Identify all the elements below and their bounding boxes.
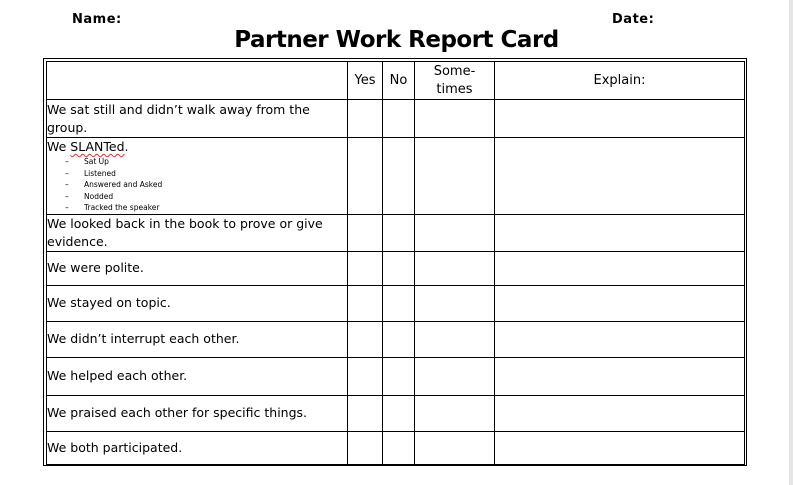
no-cell[interactable] xyxy=(383,431,415,464)
explain-cell[interactable] xyxy=(495,251,745,285)
explain-cell[interactable] xyxy=(495,321,745,357)
sometimes-cell[interactable] xyxy=(415,251,495,285)
sometimes-cell[interactable] xyxy=(415,321,495,357)
explain-cell[interactable] xyxy=(495,357,745,395)
sometimes-cell[interactable] xyxy=(415,285,495,321)
slanted-suffix: . xyxy=(124,139,129,154)
no-cell[interactable] xyxy=(383,395,415,431)
report-card-table xyxy=(46,61,745,465)
criterion-slanted xyxy=(47,138,348,215)
explain-cell[interactable] xyxy=(495,431,745,464)
slanted-prefix: We xyxy=(47,139,71,154)
yes-cell[interactable] xyxy=(348,431,383,464)
criteria-header xyxy=(47,62,348,100)
no-cell[interactable] xyxy=(383,321,415,357)
explain-cell[interactable] xyxy=(495,285,745,321)
sometimes-header xyxy=(415,62,495,100)
no-header: No xyxy=(383,62,415,100)
sometimes-header-line2: times xyxy=(436,81,473,97)
sometimes-cell[interactable] xyxy=(415,138,495,215)
yes-header: Yes xyxy=(348,62,383,100)
table-row xyxy=(47,285,745,321)
explain-header: Explain: xyxy=(495,62,745,100)
yes-cell[interactable] xyxy=(348,285,383,321)
yes-cell[interactable] xyxy=(348,251,383,285)
explain-cell[interactable] xyxy=(495,395,745,431)
no-cell[interactable] xyxy=(383,214,415,251)
table-row xyxy=(47,321,745,357)
sometimes-cell[interactable] xyxy=(415,357,495,395)
yes-cell[interactable] xyxy=(348,138,383,215)
criterion-on-topic: We stayed on topic. xyxy=(47,285,348,321)
no-cell[interactable] xyxy=(383,100,415,138)
list-item: – Listened xyxy=(47,168,347,180)
table-row xyxy=(47,214,745,251)
yes-cell[interactable] xyxy=(348,214,383,251)
table-row xyxy=(47,357,745,395)
no-cell[interactable] xyxy=(383,285,415,321)
table-row xyxy=(47,138,745,215)
explain-cell[interactable] xyxy=(495,214,745,251)
date-label: Date: xyxy=(612,12,655,27)
criterion-sat-still: We sat still and didn’t walk away from the group. xyxy=(47,100,348,138)
header-row xyxy=(47,62,745,100)
list-item: – Sat Up xyxy=(47,156,347,168)
criterion-praised: We praised each other for specific things. xyxy=(47,395,348,431)
window-edge xyxy=(789,0,793,485)
list-item: – Nodded xyxy=(47,191,347,203)
table-row xyxy=(47,100,745,138)
criterion-polite: We were polite. xyxy=(47,251,348,285)
yes-cell[interactable] xyxy=(348,100,383,138)
sometimes-header-line1: Some- xyxy=(433,63,476,79)
sometimes-cell[interactable] xyxy=(415,100,495,138)
table-row xyxy=(47,251,745,285)
sometimes-cell[interactable] xyxy=(415,395,495,431)
yes-cell[interactable] xyxy=(348,395,383,431)
no-cell[interactable] xyxy=(383,138,415,215)
explain-cell[interactable] xyxy=(495,138,745,215)
sometimes-cell[interactable] xyxy=(415,431,495,464)
criterion-looked-back: We looked back in the book to prove or give evidence. xyxy=(47,214,348,251)
slanted-subitems xyxy=(47,156,347,214)
name-label: Name: xyxy=(72,12,122,27)
slanted-word: SLANTed xyxy=(70,139,125,154)
yes-cell[interactable] xyxy=(348,357,383,395)
explain-cell[interactable] xyxy=(495,100,745,138)
no-cell[interactable] xyxy=(383,357,415,395)
no-cell[interactable] xyxy=(383,251,415,285)
criterion-helped: We helped each other. xyxy=(47,357,348,395)
yes-cell[interactable] xyxy=(348,321,383,357)
sometimes-cell[interactable] xyxy=(415,214,495,251)
criterion-no-interrupt: We didn’t interrupt each other. xyxy=(47,321,348,357)
list-item: – Tracked the speaker xyxy=(47,202,347,214)
table-row xyxy=(47,431,745,464)
page-title: Partner Work Report Card xyxy=(234,27,559,53)
list-item: – Answered and Asked xyxy=(47,179,347,191)
criterion-participated: We both participated. xyxy=(47,431,348,464)
slanted-title xyxy=(47,138,347,156)
table-row xyxy=(47,395,745,431)
